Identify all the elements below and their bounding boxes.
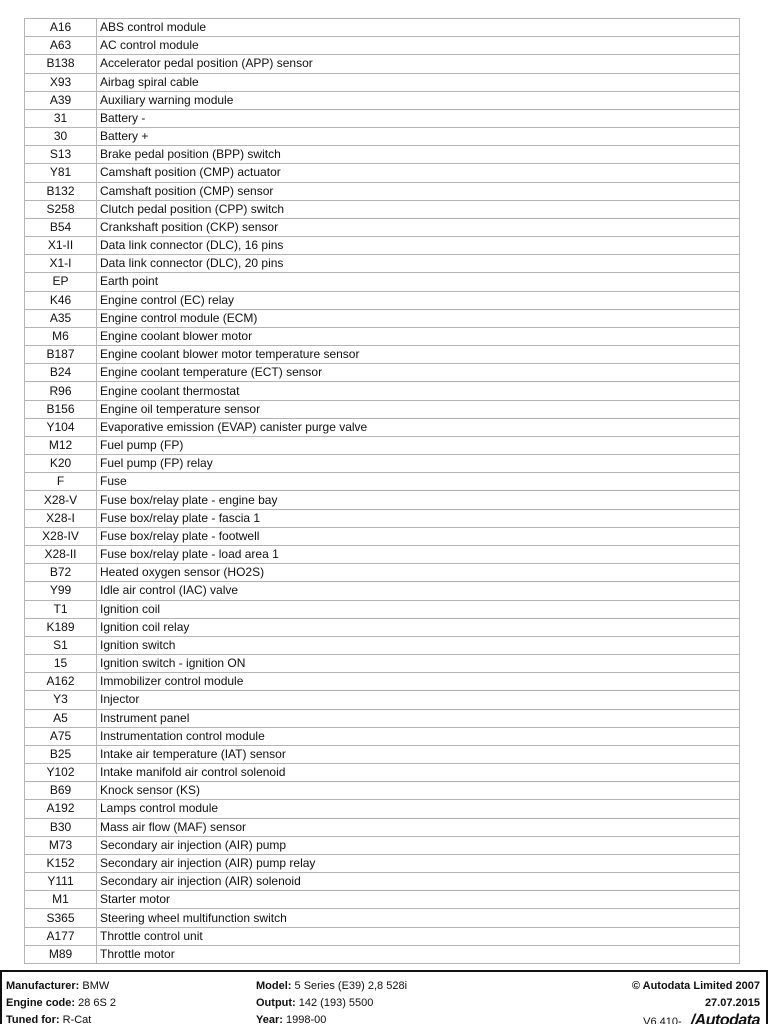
table-row bbox=[25, 564, 740, 582]
component-code: 15 bbox=[25, 655, 97, 673]
component-code: B69 bbox=[25, 782, 97, 800]
component-description: Fuse bbox=[97, 473, 740, 491]
component-code: X1-I bbox=[25, 255, 97, 273]
component-code: B25 bbox=[25, 745, 97, 763]
table-row bbox=[25, 19, 740, 37]
table-row bbox=[25, 636, 740, 654]
component-description: Airbag spiral cable bbox=[97, 73, 740, 91]
component-description: Ignition switch - ignition ON bbox=[97, 655, 740, 673]
table-row bbox=[25, 873, 740, 891]
component-description: Instrument panel bbox=[97, 709, 740, 727]
autodata-logo: /Autodata bbox=[690, 1012, 760, 1024]
table-row bbox=[25, 527, 740, 545]
component-code: Y99 bbox=[25, 582, 97, 600]
table-row bbox=[25, 346, 740, 364]
table-row bbox=[25, 364, 740, 382]
component-code: A162 bbox=[25, 673, 97, 691]
table-row bbox=[25, 891, 740, 909]
component-code: Y3 bbox=[25, 691, 97, 709]
component-description: Engine coolant thermostat bbox=[97, 382, 740, 400]
component-description: Battery + bbox=[97, 128, 740, 146]
component-description: Engine coolant blower motor bbox=[97, 327, 740, 345]
version-line bbox=[643, 1014, 760, 1024]
component-code: Y111 bbox=[25, 873, 97, 891]
table-row bbox=[25, 109, 740, 127]
table-row bbox=[25, 255, 740, 273]
table-row bbox=[25, 128, 740, 146]
component-description: Injector bbox=[97, 691, 740, 709]
component-description: Secondary air injection (AIR) solenoid bbox=[97, 873, 740, 891]
table-row bbox=[25, 382, 740, 400]
engine-code-line bbox=[6, 997, 116, 1010]
table-row bbox=[25, 37, 740, 55]
table-row bbox=[25, 691, 740, 709]
model-label: Model: bbox=[256, 980, 292, 992]
component-code: A63 bbox=[25, 37, 97, 55]
component-code: A35 bbox=[25, 309, 97, 327]
component-legend-table bbox=[24, 18, 740, 964]
component-description: Immobilizer control module bbox=[97, 673, 740, 691]
output-value: 142 (193) 5500 bbox=[298, 997, 374, 1009]
component-description: Camshaft position (CMP) sensor bbox=[97, 182, 740, 200]
component-code: S258 bbox=[25, 200, 97, 218]
component-description: Battery - bbox=[97, 109, 740, 127]
component-code: Y102 bbox=[25, 764, 97, 782]
component-code: K189 bbox=[25, 618, 97, 636]
component-code: A5 bbox=[25, 709, 97, 727]
component-code: K46 bbox=[25, 291, 97, 309]
component-description: Data link connector (DLC), 16 pins bbox=[97, 237, 740, 255]
manufacturer-label: Manufacturer: bbox=[6, 980, 80, 992]
component-description: Engine coolant blower motor temperature sensor bbox=[97, 346, 740, 364]
component-description: Lamps control module bbox=[97, 800, 740, 818]
table-row bbox=[25, 273, 740, 291]
table-row bbox=[25, 800, 740, 818]
component-description: Fuel pump (FP) relay bbox=[97, 455, 740, 473]
table-row bbox=[25, 509, 740, 527]
component-legend-table-wrapper bbox=[24, 18, 740, 964]
output-line bbox=[256, 997, 373, 1010]
table-row bbox=[25, 91, 740, 109]
component-code: A192 bbox=[25, 800, 97, 818]
component-description: Starter motor bbox=[97, 891, 740, 909]
component-code: 31 bbox=[25, 109, 97, 127]
component-code: X93 bbox=[25, 73, 97, 91]
table-row bbox=[25, 164, 740, 182]
engine-code-label: Engine code: bbox=[6, 997, 76, 1009]
table-row bbox=[25, 655, 740, 673]
table-row bbox=[25, 945, 740, 963]
component-description: Knock sensor (KS) bbox=[97, 782, 740, 800]
component-code: B30 bbox=[25, 818, 97, 836]
table-row bbox=[25, 709, 740, 727]
component-code: 30 bbox=[25, 128, 97, 146]
component-code: R96 bbox=[25, 382, 97, 400]
component-code: M73 bbox=[25, 836, 97, 854]
component-code: K152 bbox=[25, 854, 97, 872]
component-code: B132 bbox=[25, 182, 97, 200]
table-row bbox=[25, 582, 740, 600]
component-code: B138 bbox=[25, 55, 97, 73]
component-description: Throttle control unit bbox=[97, 927, 740, 945]
component-code: A16 bbox=[25, 19, 97, 37]
table-row bbox=[25, 909, 740, 927]
component-description: Mass air flow (MAF) sensor bbox=[97, 818, 740, 836]
table-row bbox=[25, 927, 740, 945]
component-code: A39 bbox=[25, 91, 97, 109]
table-row bbox=[25, 400, 740, 418]
component-description: Fuse box/relay plate - load area 1 bbox=[97, 545, 740, 563]
manufacturer-line bbox=[6, 980, 109, 993]
component-description: Throttle motor bbox=[97, 945, 740, 963]
output-label: Output: bbox=[256, 997, 296, 1009]
table-row bbox=[25, 764, 740, 782]
component-code: EP bbox=[25, 273, 97, 291]
component-code: S1 bbox=[25, 636, 97, 654]
document-footer bbox=[0, 970, 768, 1024]
component-code: T1 bbox=[25, 600, 97, 618]
table-row bbox=[25, 291, 740, 309]
component-code: M89 bbox=[25, 945, 97, 963]
component-description: Secondary air injection (AIR) pump relay bbox=[97, 854, 740, 872]
component-description: Fuse box/relay plate - engine bay bbox=[97, 491, 740, 509]
component-code: B72 bbox=[25, 564, 97, 582]
component-code: B54 bbox=[25, 218, 97, 236]
component-code: B187 bbox=[25, 346, 97, 364]
component-code: Y81 bbox=[25, 164, 97, 182]
component-description: Intake manifold air control solenoid bbox=[97, 764, 740, 782]
component-code: X1-II bbox=[25, 237, 97, 255]
component-description: AC control module bbox=[97, 37, 740, 55]
engine-code-value: 28 6S 2 bbox=[78, 997, 117, 1009]
table-row bbox=[25, 854, 740, 872]
year-value: 1998-00 bbox=[285, 1014, 327, 1024]
table-row bbox=[25, 673, 740, 691]
component-description: Ignition coil relay bbox=[97, 618, 740, 636]
component-code: S365 bbox=[25, 909, 97, 927]
component-code: A75 bbox=[25, 727, 97, 745]
component-code: M6 bbox=[25, 327, 97, 345]
component-description: Idle air control (IAC) valve bbox=[97, 582, 740, 600]
component-description: Engine coolant temperature (ECT) sensor bbox=[97, 364, 740, 382]
component-code: M1 bbox=[25, 891, 97, 909]
tuned-for-label: Tuned for: bbox=[6, 1014, 60, 1024]
copyright-text: © Autodata Limited 2007 bbox=[631, 980, 760, 992]
component-code: S13 bbox=[25, 146, 97, 164]
component-description: Intake air temperature (IAT) sensor bbox=[97, 745, 740, 763]
component-description: Earth point bbox=[97, 273, 740, 291]
table-row bbox=[25, 237, 740, 255]
table-row bbox=[25, 418, 740, 436]
component-description: Crankshaft position (CKP) sensor bbox=[97, 218, 740, 236]
component-code: X28-IV bbox=[25, 527, 97, 545]
model-value: 5 Series (E39) 2,8 528i bbox=[294, 980, 408, 992]
table-row bbox=[25, 618, 740, 636]
component-description: Ignition coil bbox=[97, 600, 740, 618]
model-line bbox=[256, 980, 407, 993]
table-row bbox=[25, 327, 740, 345]
table-row bbox=[25, 218, 740, 236]
component-description: Engine oil temperature sensor bbox=[97, 400, 740, 418]
table-row bbox=[25, 782, 740, 800]
component-code: X28-I bbox=[25, 509, 97, 527]
component-description: Fuel pump (FP) bbox=[97, 436, 740, 454]
component-description: ABS control module bbox=[97, 19, 740, 37]
component-legend-body bbox=[25, 19, 740, 964]
component-description: Engine control module (ECM) bbox=[97, 309, 740, 327]
component-code: B156 bbox=[25, 400, 97, 418]
component-description: Brake pedal position (BPP) switch bbox=[97, 146, 740, 164]
manufacturer-value: BMW bbox=[82, 980, 110, 992]
component-description: Engine control (EC) relay bbox=[97, 291, 740, 309]
tuned-for-value: R-Cat bbox=[62, 1014, 92, 1024]
component-description: Camshaft position (CMP) actuator bbox=[97, 164, 740, 182]
table-row bbox=[25, 182, 740, 200]
table-row bbox=[25, 309, 740, 327]
tuned-for-line bbox=[6, 1014, 91, 1024]
table-row bbox=[25, 727, 740, 745]
table-row bbox=[25, 146, 740, 164]
table-row bbox=[25, 818, 740, 836]
date-text: 27.07.2015 bbox=[704, 997, 760, 1009]
table-row bbox=[25, 200, 740, 218]
component-description: Secondary air injection (AIR) pump bbox=[97, 836, 740, 854]
component-description: Evaporative emission (EVAP) canister purge valve bbox=[97, 418, 740, 436]
component-description: Clutch pedal position (CPP) switch bbox=[97, 200, 740, 218]
component-description: Steering wheel multifunction switch bbox=[97, 909, 740, 927]
version-text: V6.410- bbox=[643, 1016, 682, 1024]
table-row bbox=[25, 473, 740, 491]
component-description: Instrumentation control module bbox=[97, 727, 740, 745]
table-row bbox=[25, 545, 740, 563]
component-description: Accelerator pedal position (APP) sensor bbox=[97, 55, 740, 73]
component-description: Auxiliary warning module bbox=[97, 91, 740, 109]
component-description: Fuse box/relay plate - fascia 1 bbox=[97, 509, 740, 527]
table-row bbox=[25, 745, 740, 763]
table-row bbox=[25, 436, 740, 454]
component-code: F bbox=[25, 473, 97, 491]
component-description: Fuse box/relay plate - footwell bbox=[97, 527, 740, 545]
year-line bbox=[256, 1014, 326, 1024]
year-label: Year: bbox=[256, 1014, 283, 1024]
component-code: B24 bbox=[25, 364, 97, 382]
component-code: A177 bbox=[25, 927, 97, 945]
table-row bbox=[25, 455, 740, 473]
component-code: K20 bbox=[25, 455, 97, 473]
table-row bbox=[25, 55, 740, 73]
table-row bbox=[25, 836, 740, 854]
component-code: M12 bbox=[25, 436, 97, 454]
table-row bbox=[25, 491, 740, 509]
component-description: Heated oxygen sensor (HO2S) bbox=[97, 564, 740, 582]
component-code: X28-V bbox=[25, 491, 97, 509]
component-description: Ignition switch bbox=[97, 636, 740, 654]
date-line bbox=[705, 997, 760, 1010]
table-row bbox=[25, 73, 740, 91]
table-row bbox=[25, 600, 740, 618]
component-description: Data link connector (DLC), 20 pins bbox=[97, 255, 740, 273]
copyright-line bbox=[632, 980, 760, 993]
component-code: X28-II bbox=[25, 545, 97, 563]
component-code: Y104 bbox=[25, 418, 97, 436]
